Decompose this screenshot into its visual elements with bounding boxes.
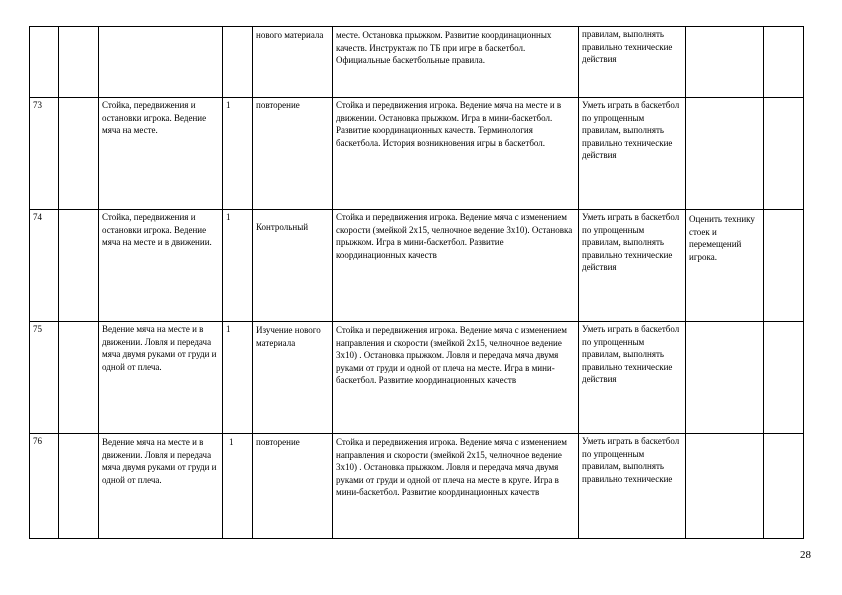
hours-count: 1 [223, 210, 253, 322]
table-row [30, 27, 804, 98]
empty-cell [764, 98, 804, 210]
control-type [686, 27, 764, 98]
lesson-topic: Стойка, передвижения и остановки игрока. Ведение мяча на месте. [99, 98, 223, 210]
lesson-type: нового материала [253, 27, 333, 98]
hours-count: 1 [223, 322, 253, 434]
lesson-topic: Стойка, передвижения и остановки игрока. Ведение мяча на месте и в движении. [99, 210, 223, 322]
control-type: Оценить технику стоек и перемещений игрока. [686, 210, 764, 322]
hours-count: 1 [223, 98, 253, 210]
empty-cell [59, 98, 99, 210]
table-row [30, 98, 804, 210]
control-type [686, 98, 764, 210]
table-row [30, 210, 804, 322]
lesson-content: Стойка и передвижения игрока. Ведение мяча с изменением скорости (змейкой 2х15, челночное ведение 3х10). Остановка прыжком. Игра в мини-баскетбол. Развитие координационных качеств [333, 210, 579, 322]
empty-cell [764, 322, 804, 434]
requirements: Уметь играть в баскетбол по упрощенным правилам, выполнять правильно технические действия [579, 322, 686, 434]
lesson-type: Изучение нового материала [253, 322, 333, 434]
empty-cell [764, 210, 804, 322]
lesson-number: 74 [30, 210, 59, 322]
empty-cell [59, 210, 99, 322]
control-type [686, 434, 764, 539]
lesson-plan-table [29, 26, 804, 539]
empty-cell [59, 434, 99, 539]
table-row [30, 434, 804, 539]
lesson-topic: Ведение мяча на месте и в движении. Ловля и передача мяча двумя руками от груди и одной от плеча. [99, 434, 223, 539]
empty-cell [59, 322, 99, 434]
requirements: Уметь играть в баскетбол по упрощенным правилам, выполнять правильно технические действия [579, 210, 686, 322]
lesson-type: повторение [253, 434, 333, 539]
page-number: 28 [800, 549, 811, 561]
requirements: Уметь играть в баскетбол по упрощенным правилам, выполнять правильно технические действия [579, 98, 686, 210]
requirements: Уметь играть в баскетбол по упрощенным правилам, выполнять правильно технические [579, 434, 686, 539]
hours-count [223, 27, 253, 98]
lesson-number: 75 [30, 322, 59, 434]
table-row [30, 322, 804, 434]
lesson-topic [99, 27, 223, 98]
lesson-type: Контрольный [253, 210, 333, 322]
lesson-type: повторение [253, 98, 333, 210]
lesson-number: 76 [30, 434, 59, 539]
lesson-content: Стойка и передвижения игрока. Ведение мяча с изменением направления и скорости (змейкой 2х15, челночное ведение 3х10) . Остановка прыжком. Ловля и передача мяча двумя руками от груди и одной от плеча на месте в круге. Игра в мини-баскетбол. Развитие координационных качеств [333, 434, 579, 539]
lesson-content: Стойка и передвижения игрока. Ведение мяча на месте и в движении. Остановка прыжком. Игра в мини-баскетбол. Развитие координационных качеств. Терминология баскетбола. История возникновения игры в баскетбол. [333, 98, 579, 210]
lesson-number [30, 27, 59, 98]
control-type [686, 322, 764, 434]
lesson-content: Стойка и передвижения игрока. Ведение мяча с изменением направления и скорости (змейкой 2х15, челночное ведение 3х10) . Остановка прыжком. Ловля и передача мяча двумя руками от груди и одной от плеча на месте. Игра в мини-баскетбол. Развитие координационных качеств [333, 322, 579, 434]
empty-cell [59, 27, 99, 98]
empty-cell [764, 434, 804, 539]
lesson-content: месте. Остановка прыжком. Развитие координационных качеств. Инструктаж по ТБ при игре в баскетбол. Официальные баскетбольные правила. [333, 27, 579, 98]
lesson-number: 73 [30, 98, 59, 210]
hours-count: 1 [223, 434, 253, 539]
empty-cell [764, 27, 804, 98]
requirements: правилам, выполнять правильно технические действия [579, 27, 686, 98]
lesson-topic: Ведение мяча на месте и в движении. Ловля и передача мяча двумя руками от груди и одной от плеча. [99, 322, 223, 434]
